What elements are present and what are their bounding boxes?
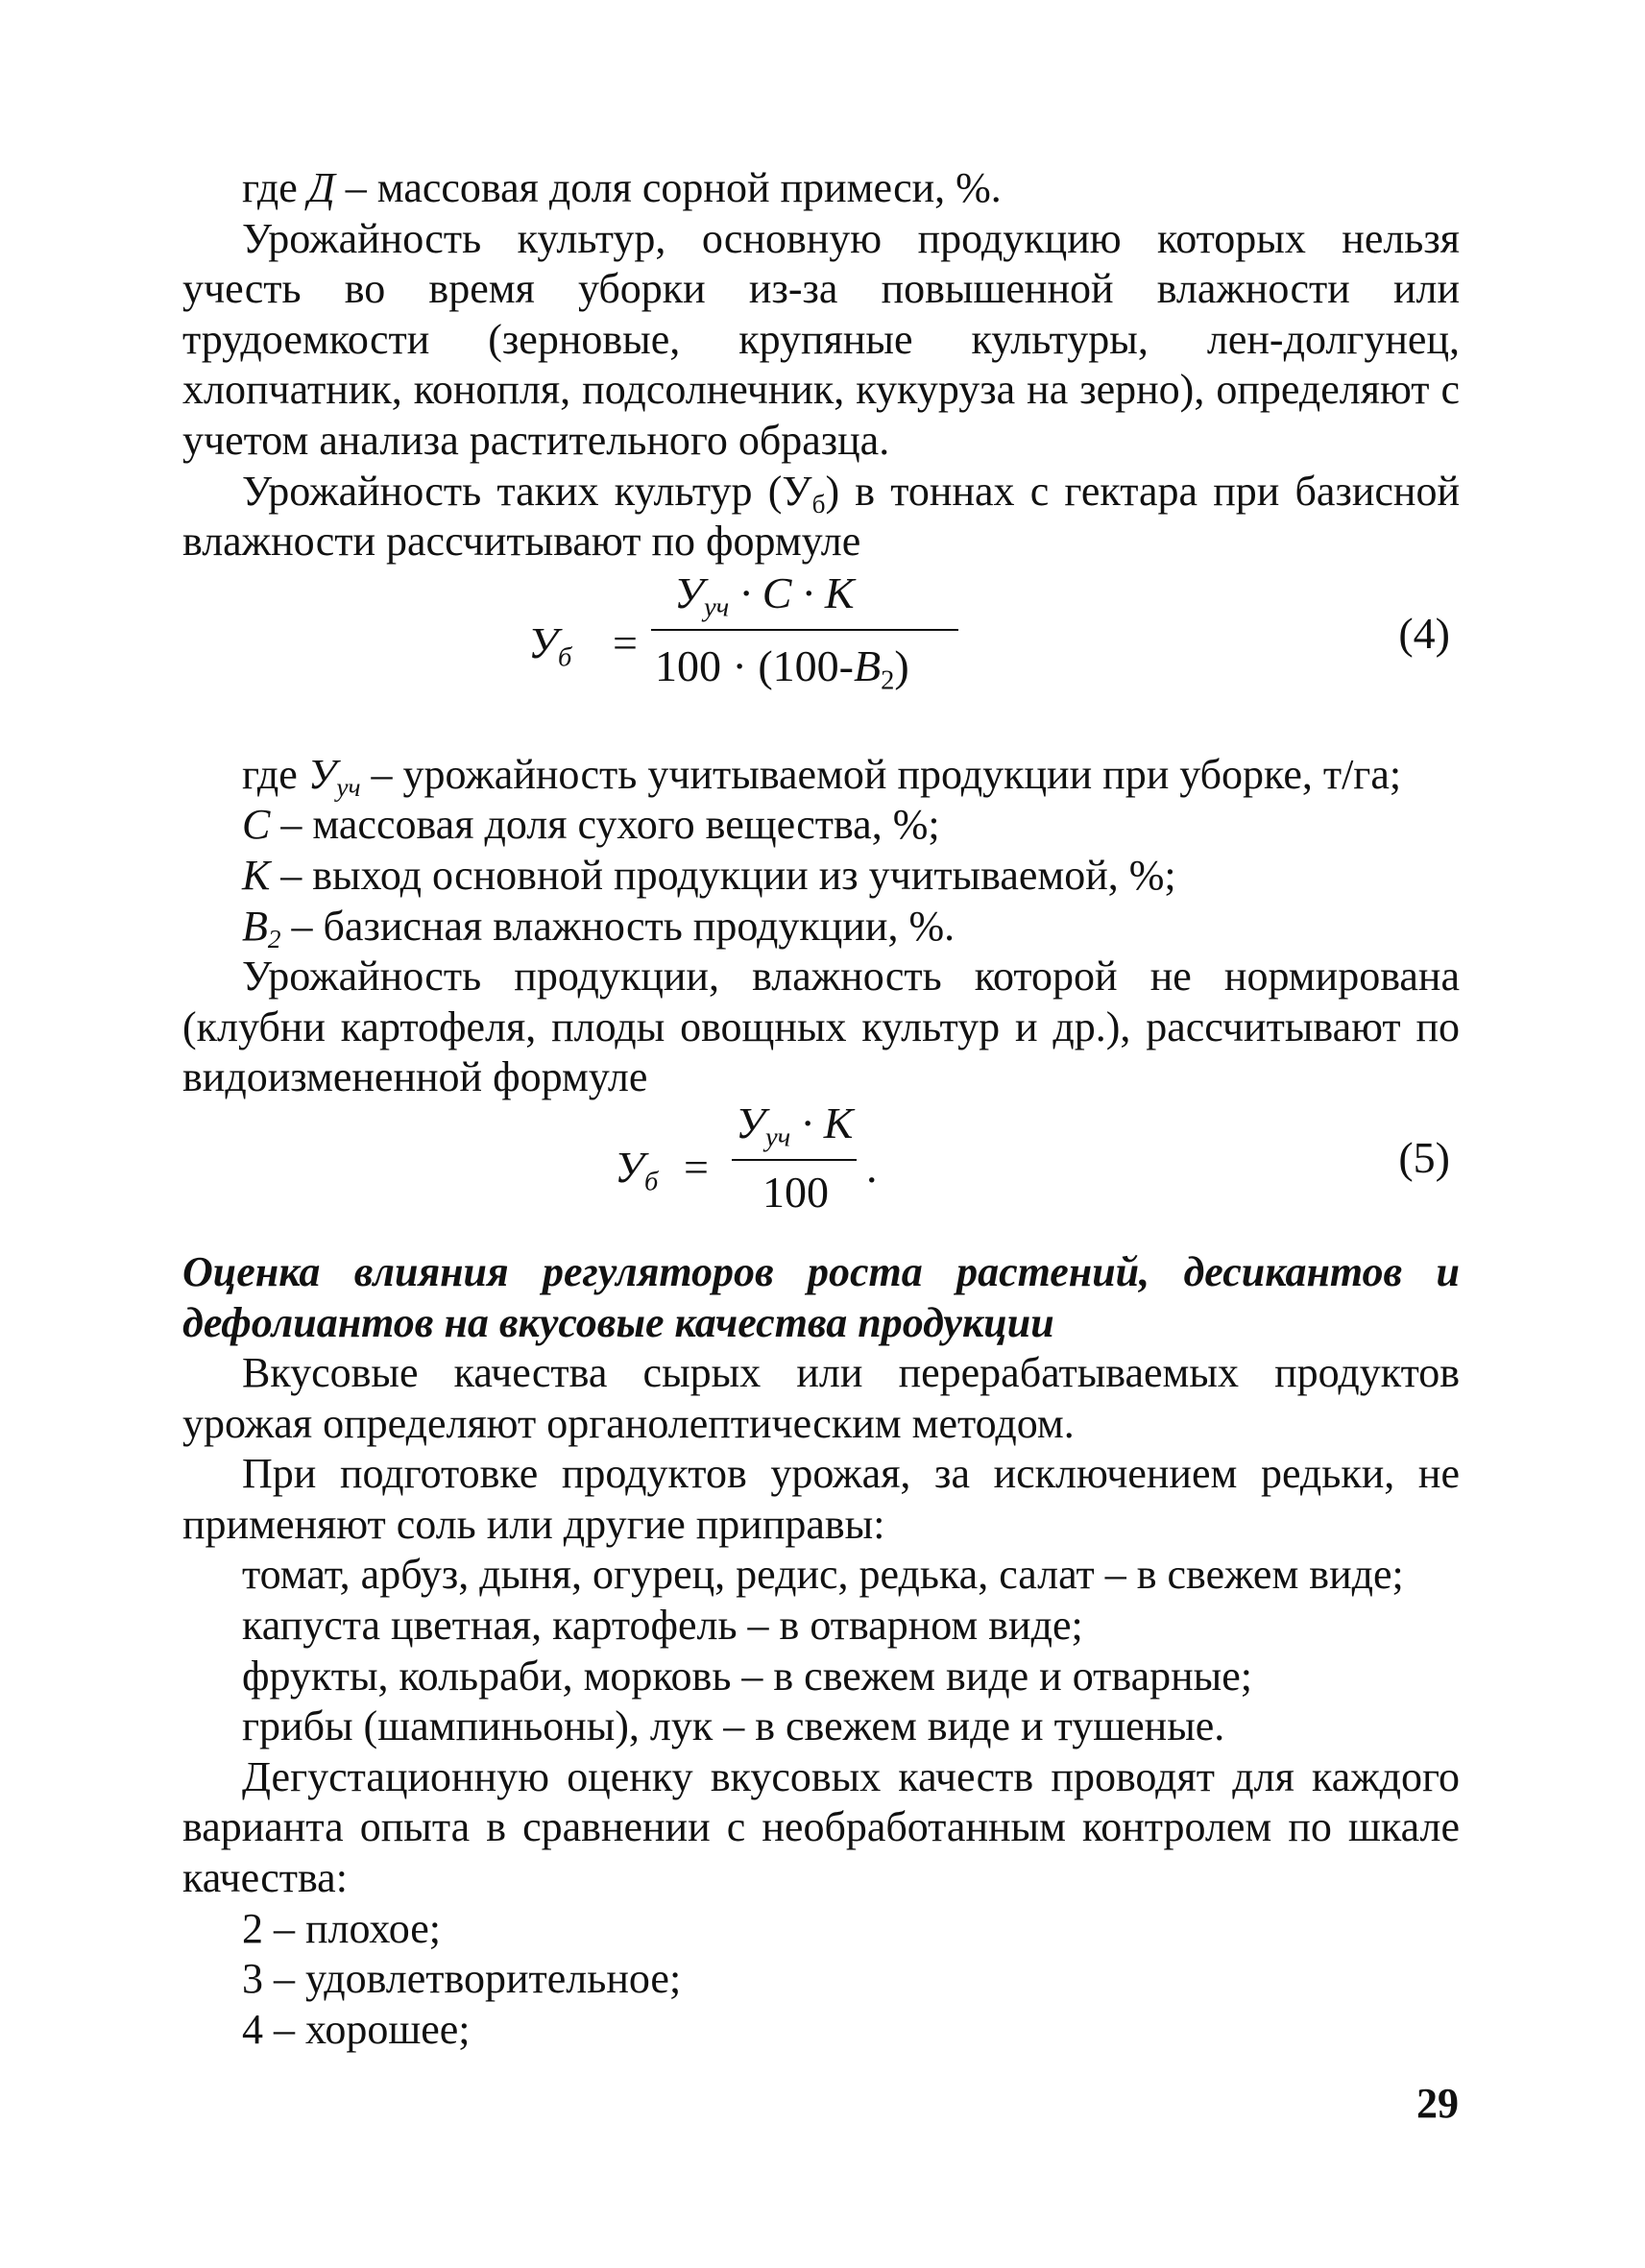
subscript: б <box>643 1167 659 1197</box>
text: где <box>242 750 308 798</box>
list-item-boiled: капуста цветная, картофель – в отварном виде; <box>242 1602 1083 1650</box>
numerator-rest: · C · K <box>729 567 855 617</box>
text: – выход основной продукции из учитываемой, %; <box>270 851 1176 899</box>
equals-sign: = <box>684 1142 709 1192</box>
text: – массовая доля сорной примеси, %. <box>334 164 1002 211</box>
symbol: У <box>736 1098 765 1147</box>
paragraph-basic-moisture <box>182 467 1460 567</box>
fraction-bar <box>732 1159 857 1161</box>
page-body <box>182 163 1460 2055</box>
scale-item-2: 2 – плохое; <box>242 1904 442 1952</box>
formula-lhs <box>528 617 572 673</box>
subscript: 2 <box>881 665 895 696</box>
variable: С <box>242 801 271 849</box>
definition-b2 <box>182 902 1460 953</box>
section-heading: Оценка влияния регуляторов роста растений, десикантов и дефолиантов на вкусовые качества продукции <box>182 1247 1460 1346</box>
formula-lhs <box>615 1142 659 1197</box>
paragraph-yield-crops: Урожайность культур, основную продукцию которых нельзя учесть во время уборки из-за повышенной влажности или трудоемкости (зерновые, крупяные культуры, лен-долгунец, хлопчатник, конопля, подсолнечник, кукуруза на зерно), определяют с учетом анализа растительного образца. <box>182 214 1460 464</box>
numerator <box>736 1098 854 1153</box>
equation-number: (5) <box>1398 1132 1450 1182</box>
variable: В <box>242 902 268 950</box>
symbol: B <box>853 640 882 690</box>
formula-5 <box>182 1098 1460 1247</box>
symbol: У <box>615 1142 644 1192</box>
symbol: У <box>674 567 704 617</box>
symbol: У <box>528 617 558 667</box>
text: – массовая доля сухого вещества, %; <box>270 801 940 849</box>
paragraph-tasting: Дегустационную оценку вкусовых качеств проводят для каждого варианта опыта в сравнении с необработанным контролем по шкале качества: <box>182 1752 1460 1902</box>
definition-d <box>182 163 1460 214</box>
subscript: уч <box>336 772 361 802</box>
equation-number: (4) <box>1398 608 1450 658</box>
scale-item-3: 3 – удовлетворительное; <box>242 1955 682 2003</box>
definition-k <box>182 851 1460 902</box>
subscript: 2 <box>267 924 281 953</box>
list-fresh: томат, арбуз, дыня, огурец, редис, редька, салат – в свежем виде; <box>242 1551 1404 1599</box>
text: ) в тоннах с гектара при базисной влажности рассчитывают по формуле <box>182 467 1460 566</box>
paragraph-preparation: При подготовке продуктов урожая, за исключением редьки, не применяют соль или другие приправы: <box>182 1450 1460 1548</box>
text: – базисная влажность продукции, %. <box>280 902 956 950</box>
list-item-fresh-boiled: фрукты, кольраби, морковь – в свежем виде и отварные; <box>242 1652 1252 1700</box>
subscript: уч <box>703 592 730 623</box>
definition-uuch <box>182 750 1460 801</box>
denominator <box>655 640 909 696</box>
numerator <box>674 567 855 623</box>
text: где <box>242 164 308 211</box>
numerator-rest: · К <box>790 1098 854 1147</box>
text: 100 · (100- <box>655 640 854 690</box>
variable: У <box>307 750 337 798</box>
text: ) <box>894 640 909 690</box>
variable: Д <box>307 164 335 211</box>
text: – урожайность учитываемой продукции при уборке, т/га; <box>360 750 1402 798</box>
paragraph-unnormalized: Урожайность продукции, влажность которой не нормирована (клубни картофеля, плоды овощных культур и др.), рассчитывают по видоизмененной формуле <box>182 953 1460 1101</box>
fraction-bar <box>651 629 958 631</box>
equals-sign: = <box>613 617 638 667</box>
subscript: б <box>557 642 572 673</box>
text: Урожайность таких культур (У <box>242 467 812 515</box>
scale-item-4: 4 – хорошее; <box>242 2005 471 2053</box>
list-item-stewed: грибы (шампиньоны), лук – в свежем виде и тушеные. <box>242 1702 1225 1750</box>
definition-c <box>182 800 1460 851</box>
subscript: б <box>811 489 826 519</box>
period: . <box>866 1142 878 1192</box>
paragraph-taste-quality: Вкусовые качества сырых или перерабатываемых продуктов урожая определяют органолептическим методом. <box>182 1349 1460 1447</box>
subscript: уч <box>764 1122 791 1153</box>
denominator: 100 <box>762 1167 829 1217</box>
formula-4 <box>182 567 1460 750</box>
page-number: 29 <box>1416 2080 1459 2127</box>
variable: К <box>242 851 271 899</box>
